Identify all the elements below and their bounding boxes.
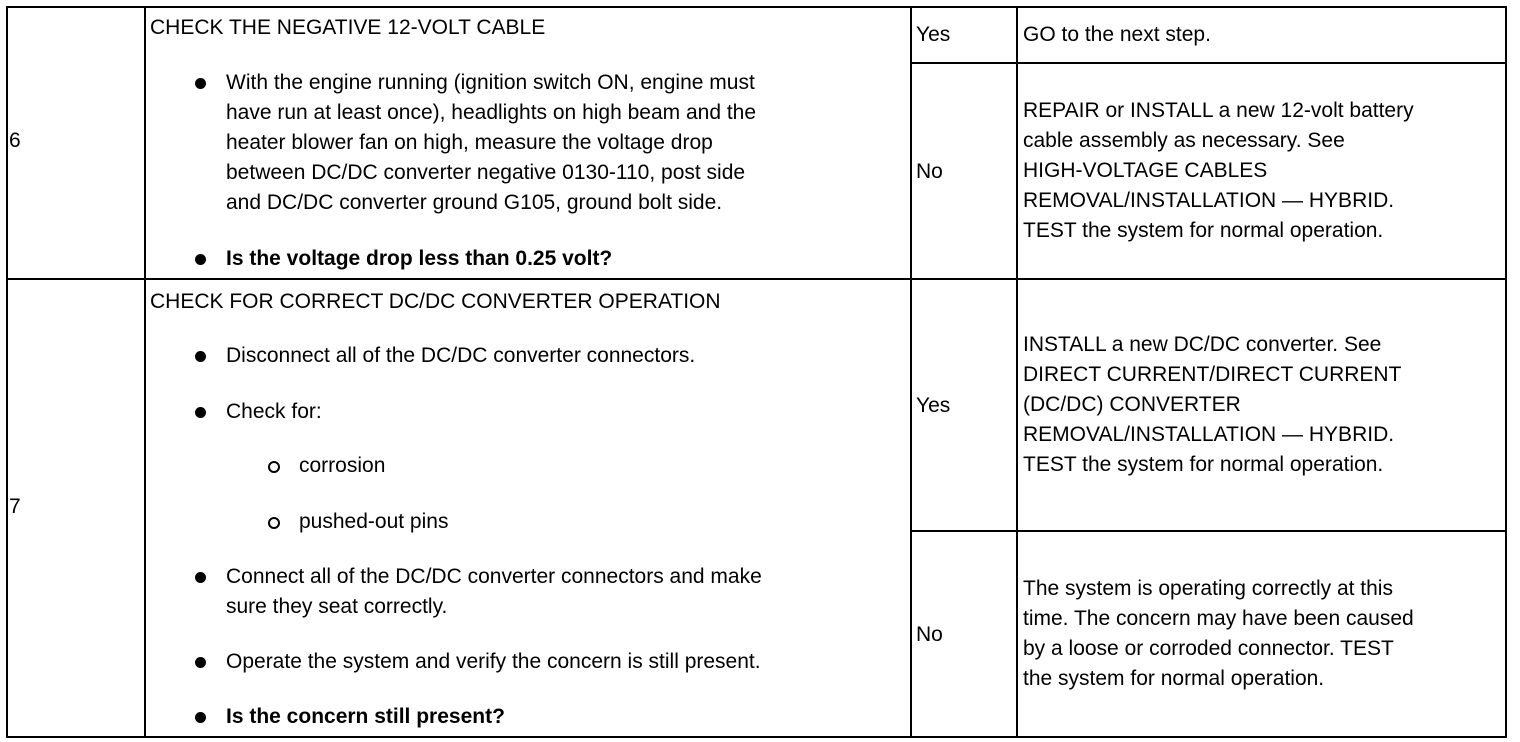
answer-label: No — [916, 623, 943, 646]
bullet-icon — [195, 657, 206, 668]
result-text: (DC/DC) CONVERTER — [1023, 393, 1241, 416]
result-text: cable assembly as necessary. See — [1023, 129, 1345, 152]
result-text: GO to the next step. — [1023, 23, 1211, 46]
result-text: REPAIR or INSTALL a new 12-volt battery — [1023, 99, 1414, 122]
bullet-icon — [195, 78, 206, 89]
result-text: The system is operating correctly at this — [1023, 577, 1393, 600]
bullet-icon — [195, 254, 206, 265]
bullet-icon — [195, 572, 206, 583]
action-text: With the engine running (ignition switch ON, engine must — [226, 71, 755, 94]
answer-label: Yes — [916, 23, 951, 46]
action-text: Operate the system and verify the concern is still present. — [226, 650, 761, 673]
step-question: Is the voltage drop less than 0.25 volt? — [226, 247, 613, 270]
result-text: the system for normal operation. — [1023, 667, 1325, 690]
bullet-icon — [195, 712, 206, 723]
row-divider-step7-results — [910, 530, 1507, 532]
result-text: INSTALL a new DC/DC converter. See — [1023, 333, 1382, 356]
step-number: 7 — [9, 495, 21, 518]
bullet-icon — [195, 351, 206, 362]
action-text: between DC/DC converter negative 0130-110, post side — [226, 161, 746, 184]
result-text: by a loose or corroded connector. TEST — [1023, 637, 1394, 660]
row-divider-steps — [6, 278, 1507, 280]
result-text: REMOVAL/INSTALLATION — HYBRID. — [1023, 189, 1395, 212]
bullet-icon — [195, 407, 206, 418]
sub-item-text: corrosion — [299, 454, 386, 477]
table-border-right — [1505, 6, 1507, 738]
action-text: heater blower fan on high, measure the voltage drop — [226, 131, 713, 154]
result-text: REMOVAL/INSTALLATION — HYBRID. — [1023, 423, 1395, 446]
step-title: CHECK FOR CORRECT DC/DC CONVERTER OPERATION — [150, 290, 721, 313]
table-border-top — [6, 6, 1507, 8]
step-title: CHECK THE NEGATIVE 12-VOLT CABLE — [150, 16, 546, 39]
row-divider-step6-results — [910, 62, 1507, 64]
step-number: 6 — [9, 129, 21, 152]
result-text: time. The concern may have been caused — [1023, 607, 1414, 630]
table-border-left — [6, 6, 8, 738]
table-border-bottom — [6, 736, 1507, 738]
action-text: Disconnect all of the DC/DC converter connectors. — [226, 344, 696, 367]
action-text: and DC/DC converter ground G105, ground bolt side. — [226, 191, 723, 214]
sub-bullet-icon — [268, 517, 280, 529]
column-divider-step — [144, 6, 146, 738]
action-text: sure they seat correctly. — [226, 595, 448, 618]
sub-bullet-icon — [268, 461, 280, 473]
step-question: Is the concern still present? — [226, 705, 505, 728]
column-divider-answer — [1016, 6, 1018, 738]
result-text: TEST the system for normal operation. — [1023, 453, 1384, 476]
action-text: have run at least once), headlights on high beam and the — [226, 101, 757, 124]
column-divider-action — [910, 6, 912, 738]
sub-item-text: pushed-out pins — [299, 510, 449, 533]
answer-label: Yes — [916, 394, 951, 417]
action-text: Connect all of the DC/DC converter connectors and make — [226, 565, 762, 588]
action-text: Check for: — [226, 400, 322, 423]
answer-label: No — [916, 160, 943, 183]
result-text: DIRECT CURRENT/DIRECT CURRENT — [1023, 363, 1402, 386]
result-text: TEST the system for normal operation. — [1023, 219, 1384, 242]
result-text: HIGH-VOLTAGE CABLES — [1023, 159, 1268, 182]
